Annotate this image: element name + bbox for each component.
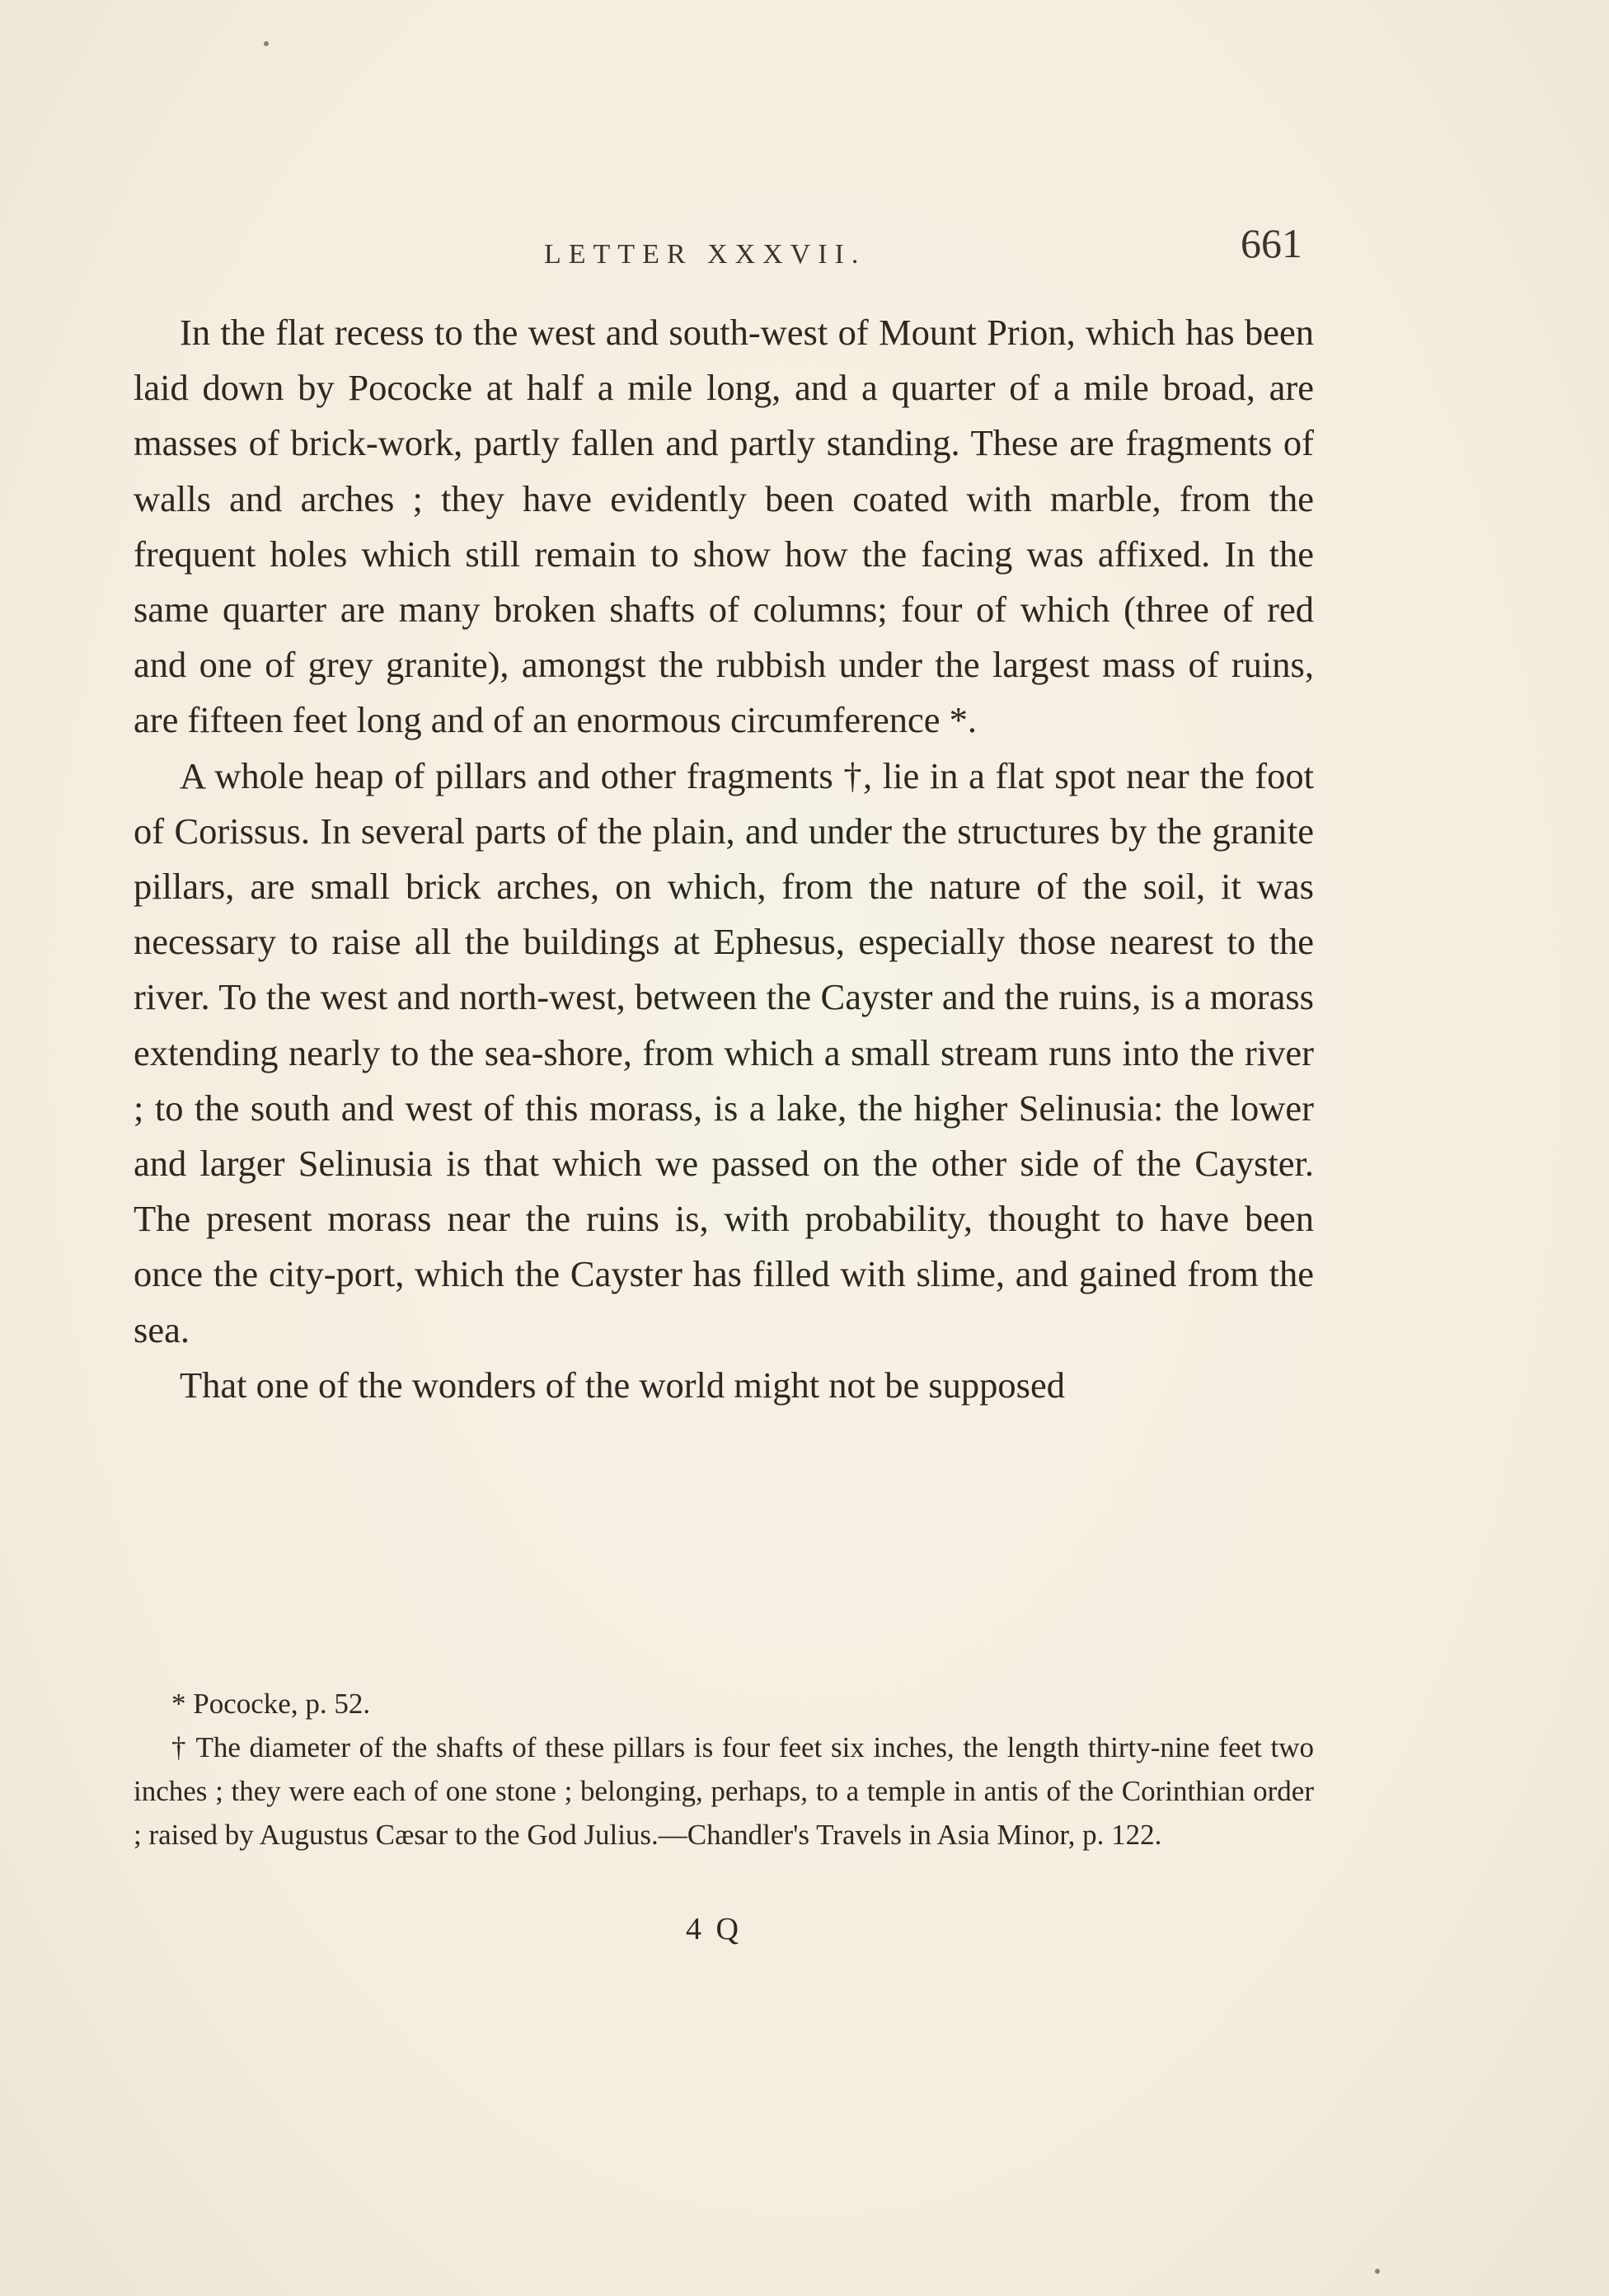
paragraph: A whole heap of pillars and other fragments †, lie in a flat spot near the foot of Corissus. In several parts of the plain, and under the structures by the granite pillars, are small brick arches, on which, from the nature of the soil, it was necessary to raise all the buildings at Ephesus, especially those nearest to the river. To the west and north-west, between the Cayster and the ruins, is a morass extending nearly to the sea-shore, from which a small stream runs into the river ; to the south and west of this morass, is a lake, the higher Selinusia: the lower and larger Selinusia is that which we passed on the other side of the Cayster. The present morass near the ruins is, with probability, thought to have been once the city-port, which the Cayster has filled with slime, and gained from the sea. — [134, 754, 1314, 1350]
running-title: LETTER XXXVII. — [544, 239, 866, 270]
paragraph: That one of the wonders of the world might not be supposed — [180, 1364, 1065, 1406]
footnotes — [134, 1682, 1314, 1857]
main-text — [134, 305, 1314, 1413]
ink-speck — [264, 41, 269, 46]
signature-mark: 4 Q — [686, 1912, 742, 1946]
ink-speck — [1375, 2269, 1380, 2274]
page-header — [132, 216, 1319, 282]
paragraph: In the flat recess to the west and south-west of Mount Prion, which has been laid down by Pococke at half a mile long, and a quarter of a mile broad, are masses of brick-work, partly fallen and partly standing. These are fragments of walls and arches ; they have evidently been coated with marble, from the frequent holes which still remain to show how the facing was affixed. In the same quarter are many broken shafts of columns; four of which (three of red and one of grey granite), amongst the rubbish under the largest mass of ruins, are fifteen feet long and of an enormous circumference *. — [134, 312, 1314, 741]
footnote: * Pococke, p. 52. — [171, 1688, 371, 1720]
footnote: † The diameter of the shafts of these pillars is four feet six inches, the length thirty-nine feet two inches ; they were each of one stone ; belonging, perhaps, to a temple in antis of the Corinthian order ; raised by Augustus Cæsar to the God Julius.—Chandler's Travels in Asia Minor, p. 122. — [134, 1731, 1314, 1851]
page-number: 661 — [1241, 220, 1302, 266]
